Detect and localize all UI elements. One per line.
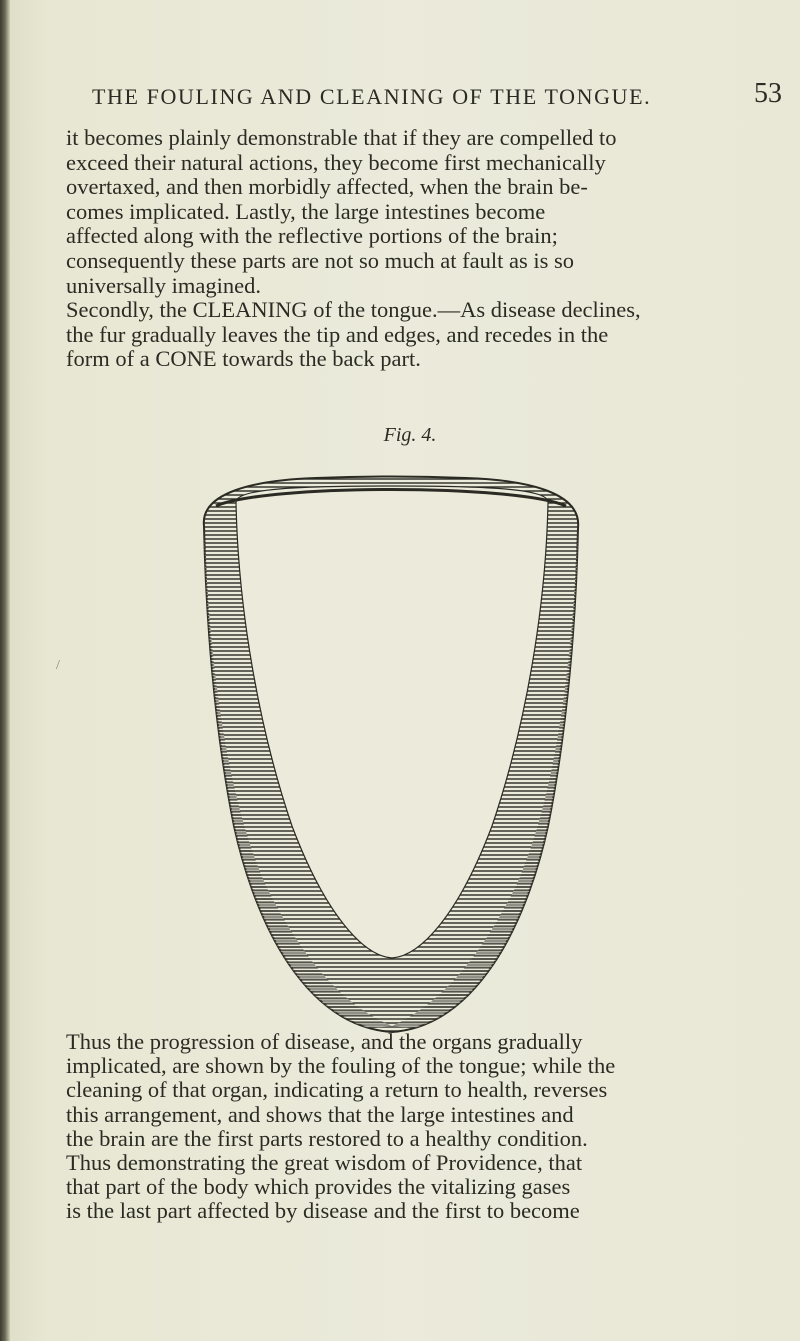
figure-caption: Fig. 4. [383,424,437,446]
body-paragraph-bottom: Thus the progression of disease, and the organs gradually implicated, are shown by the fouling of the tongue; while the cleaning of that organ, indicating a return to health, reverses this arrangement, and shows that the large intestines and the brain are the first parts restored to a healthy condition. Thus demonstrating the great wisdom of Providence, that that part of the body which provides the vitalizing gases is the last part affected by disease and the first to become [66,1029,616,1224]
stray-mark: / [56,658,60,673]
running-head [92,78,782,112]
body-paragraph-top: it becomes plainly demonstrable that if they are compelled to exceed their natural actions, they become first mechanically overtaxed, and then morbidly affected, when the brain be- comes implicated. Lastly, the large intestines become affected along with the reflective portions of the brain; consequently these parts are not so much at fault as is so universally imagined. Secondly, the CLEANING of the tongue.—As disease declines, the fur gradually leaves the tip and edges, and recedes in the form of a CONE towards the back part. [66,125,641,372]
binding-edge [0,0,10,1341]
page-number: 53 [754,78,782,109]
tongue-illustration [196,466,586,1036]
running-head-title: THE FOULING AND CLEANING OF THE TONGUE. [92,84,652,109]
